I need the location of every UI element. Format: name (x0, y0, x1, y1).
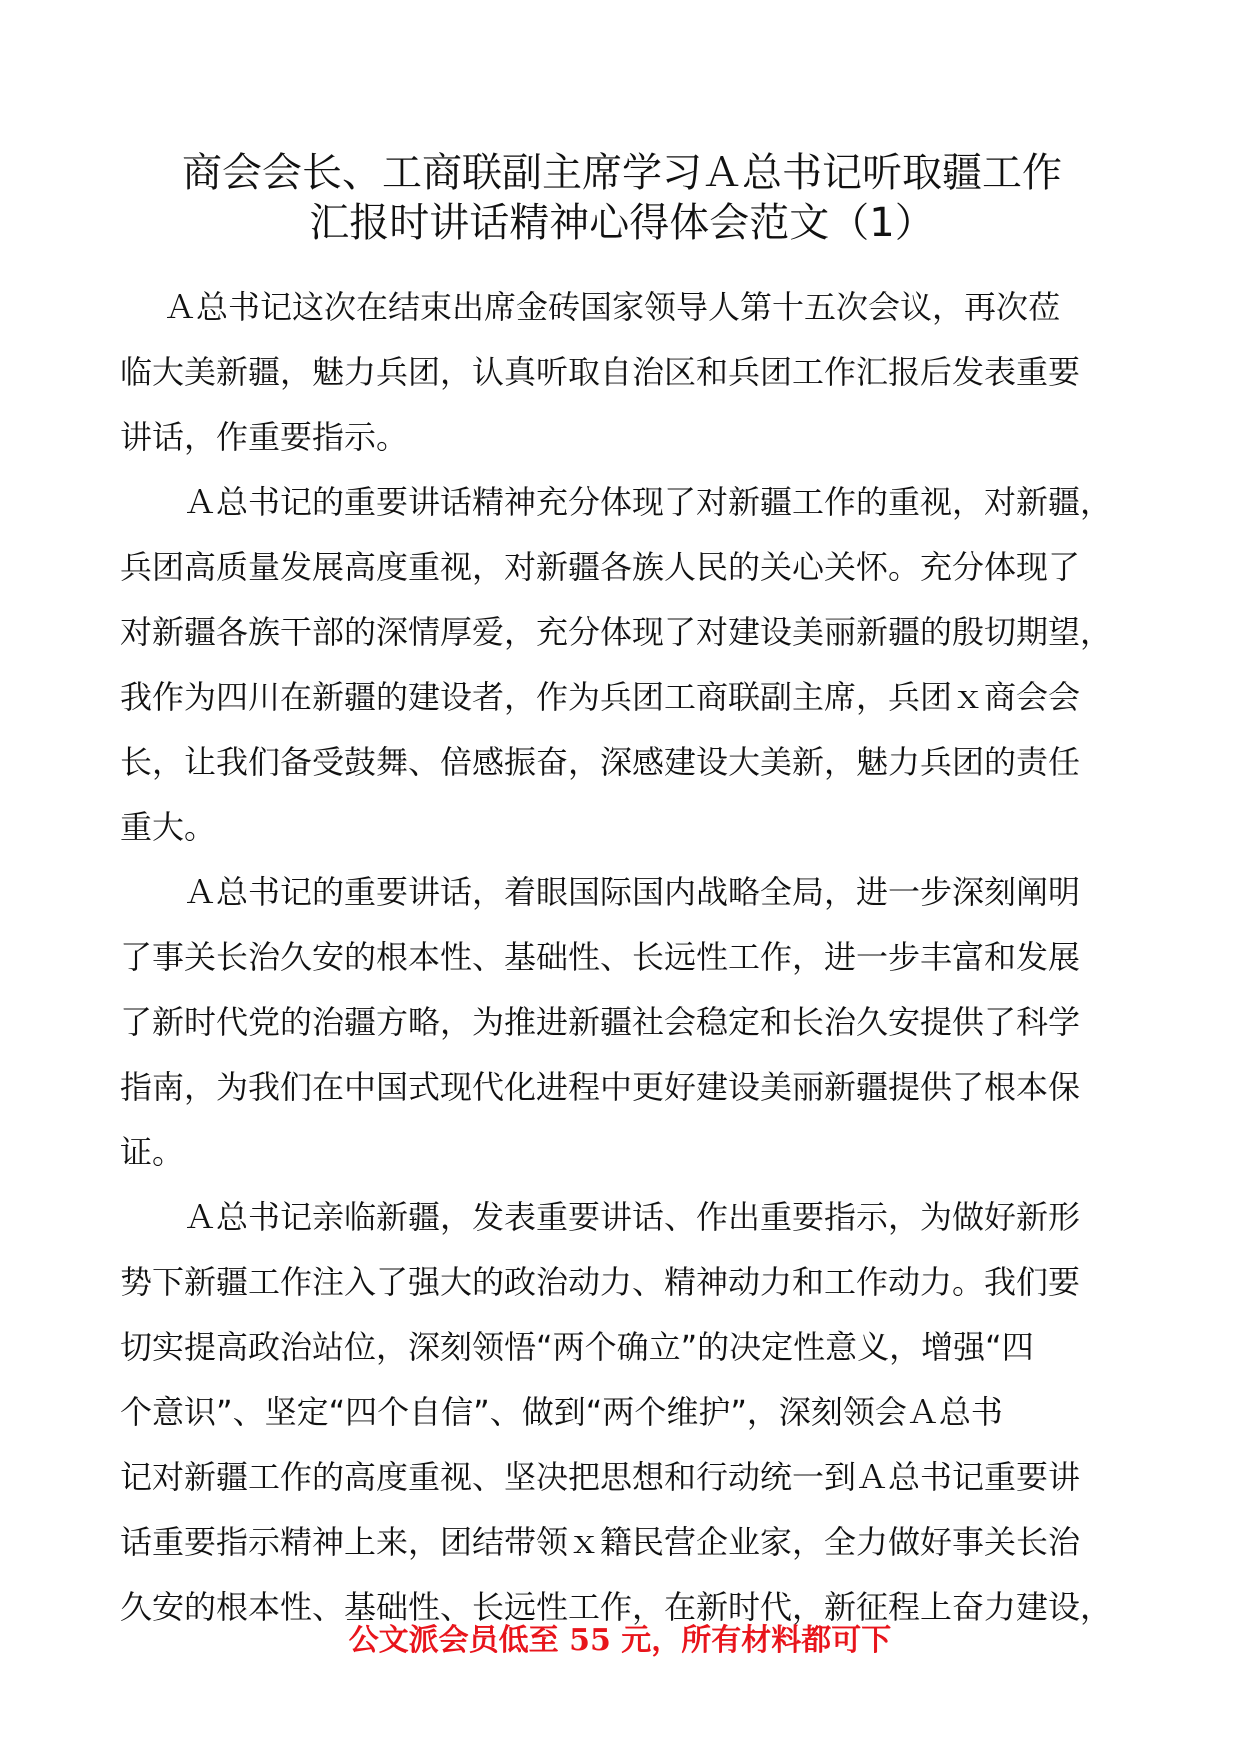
paragraph-line: 临大美新疆，魅力兵团，认真听取自治区和兵团工作汇报后发表重要 (120, 353, 1081, 391)
footer-promo-text: 公文派会员低至 55 元，所有材料都可下 (348, 1623, 892, 1658)
paragraph-line: 我作为四川在新疆的建设者，作为兵团工商联副主席，兵团ｘ商会会 (120, 678, 1081, 716)
paragraph-line: 记对新疆工作的高度重视、坚决把思想和行动统一到Ａ总书记重要讲 (120, 1458, 1081, 1496)
paragraph-line: 指南，为我们在中国式现代化进程中更好建设美丽新疆提供了根本保 (120, 1068, 1081, 1106)
paragraph-line: 了事关长治久安的根本性、基础性、长远性工作，进一步丰富和发展 (120, 938, 1081, 976)
paragraph-line: 讲话，作重要指示。 (120, 418, 409, 456)
paragraph-line: 了新时代党的治疆方略，为推进新疆社会稳定和长治久安提供了科学 (120, 1003, 1081, 1041)
paragraph-4 (120, 1185, 1125, 1640)
paragraph-line: 长，让我们备受鼓舞、倍感振奋，深感建设大美新，魅力兵团的责任 (120, 743, 1081, 781)
title-line-1: 商会会长、工商联副主席学习Ａ总书记听取疆工作 (182, 150, 1062, 196)
paragraph-line: 势下新疆工作注入了强大的政治动力、精神动力和工作动力。我们要 (120, 1263, 1081, 1301)
paragraph-line: 切实提高政治站位，深刻领悟“两个确立”的决定性意义，增强“四 (120, 1328, 1034, 1366)
paragraph-1 (120, 275, 1125, 470)
title-line-2: 汇报时讲话精神心得体会范文（1） (309, 200, 935, 246)
paragraph-line: Ａ总书记的重要讲话精神充分体现了对新疆工作的重视，对新疆， (184, 483, 1113, 521)
paragraph-line: 对新疆各族干部的深情厚爱，充分体现了对建设美丽新疆的殷切期望， (120, 613, 1113, 651)
paragraph-line: 个意识”、坚定“四个自信”、做到“两个维护”，深刻领会Ａ总书 (120, 1393, 1003, 1431)
paragraph-line: 兵团高质量发展高度重视，对新疆各族人民的关心关怀。充分体现了 (120, 548, 1081, 586)
paragraph-line: Ａ总书记这次在结束出席金砖国家领导人第十五次会议，再次莅 (164, 288, 1061, 326)
document-body (120, 275, 1125, 1640)
paragraph-3 (120, 860, 1125, 1185)
paragraph-line: Ａ总书记亲临新疆，发表重要讲话、作出重要指示，为做好新形 (184, 1198, 1081, 1236)
document-title (112, 148, 1132, 248)
paragraph-line: Ａ总书记的重要讲话，着眼国际国内战略全局，进一步深刻阐明 (184, 873, 1081, 911)
paragraph-2 (120, 470, 1125, 860)
paragraph-line: 证。 (120, 1133, 185, 1171)
paragraph-line: 重大。 (120, 808, 217, 846)
paragraph-line: 话重要指示精神上来，团结带领ｘ籍民营企业家，全力做好事关长治 (120, 1523, 1081, 1561)
paragraph-line: 久安的根本性、基础性、长远性工作，在新时代，新征程上奋力建设， (120, 1588, 1113, 1626)
